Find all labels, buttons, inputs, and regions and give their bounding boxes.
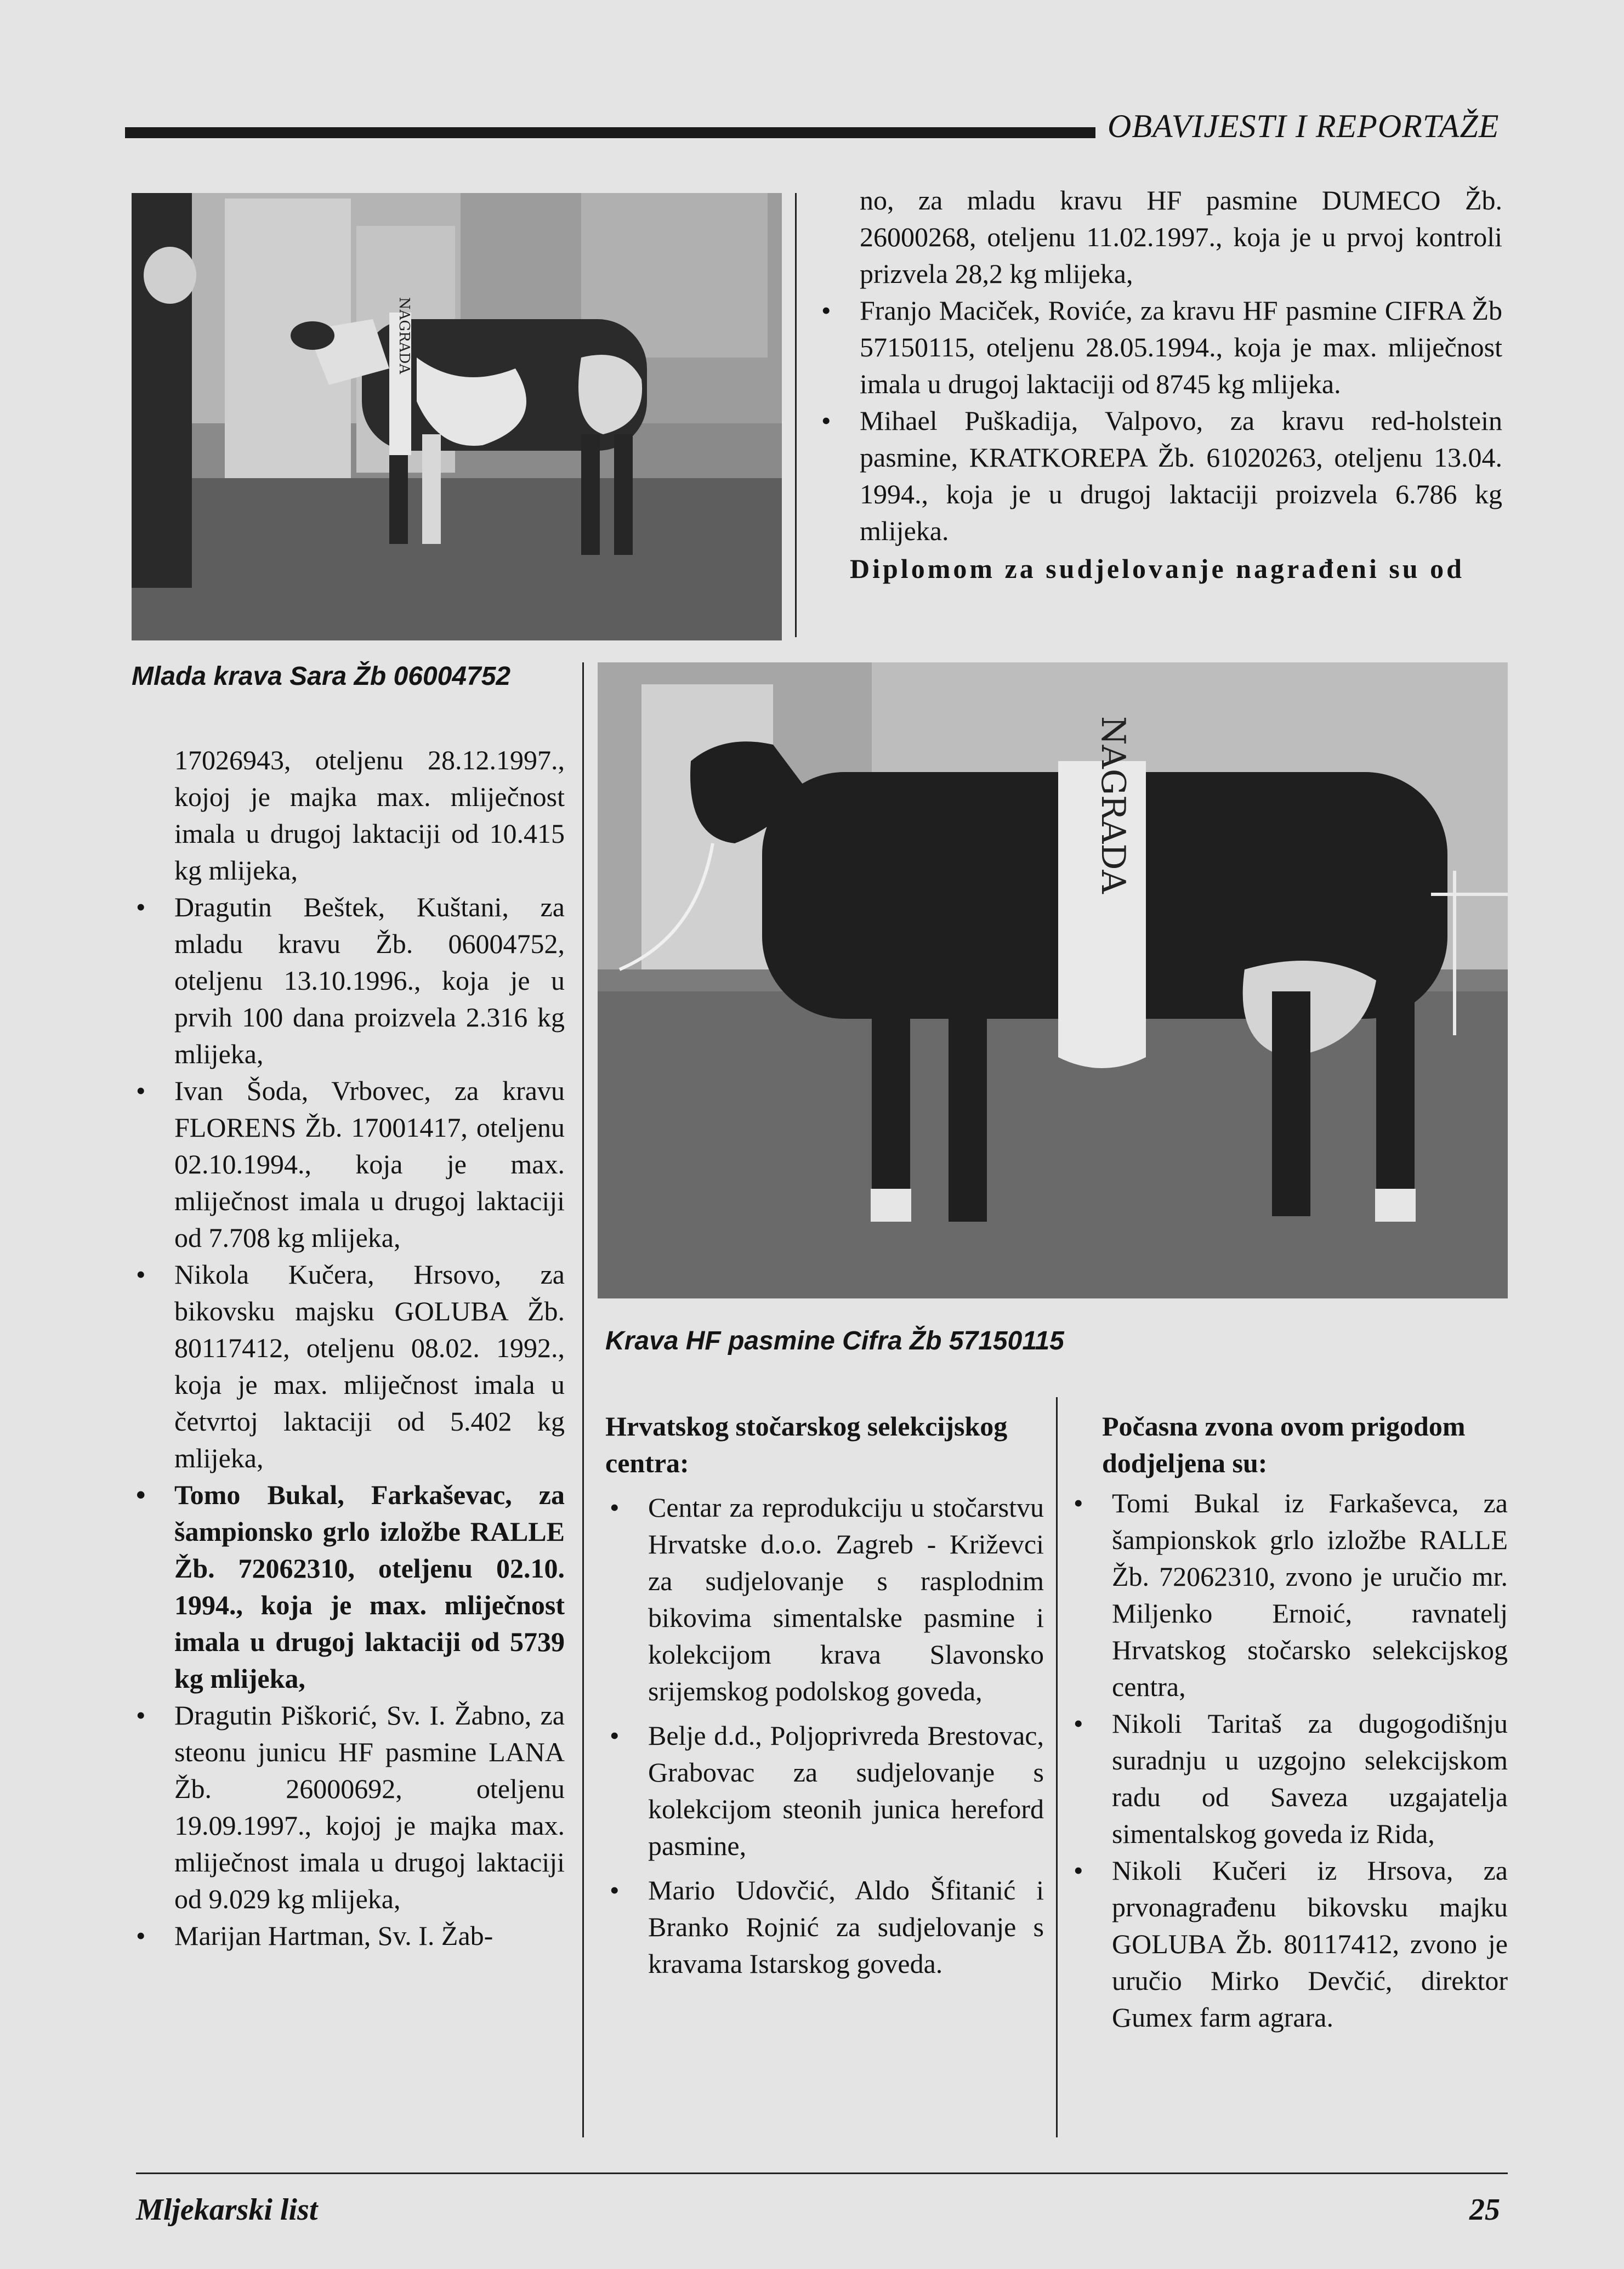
sash-text-photo2: NAGRADA — [1094, 716, 1132, 894]
list-item: • Marijan Hartman, Sv. I. Žab- — [132, 1918, 565, 1954]
column-divider-right — [1056, 1397, 1058, 2137]
column-top-right — [817, 182, 1502, 587]
list-item: • Nikola Kučera, Hrsovo, za bikovsku majsku GOLUBA Žb. 80117412, oteljenu 08.02. 1992., koja je max. mliječnost imala u četvrtoj laktaciji od 5.402 kg mlijeka, — [132, 1256, 565, 1477]
column-left — [132, 742, 565, 1954]
header-rule — [125, 127, 1095, 138]
column-right — [1069, 1408, 1508, 2036]
photo-cow-cifra — [598, 662, 1508, 1298]
footer-rule — [136, 2172, 1508, 2174]
list-item: • Nikoli Kučeri iz Hrsova, za prvonagrađenu bikovsku majku GOLUBA Žb. 80117412, zvono je uručio Mirko Devčić, direktor Gumex farm agrara. — [1069, 1852, 1508, 2036]
list-item: • Centar za reprodukciju u stočarstvu Hrvatske d.o.o. Zagreb - Križevci za sudjelovanje s rasplodnim bikovima simentalske pasmine i kolekcijom krava Slavonsko srijemskog podolskog goveda, — [605, 1489, 1044, 1710]
sash-text-photo1: NAGRADA — [396, 297, 412, 375]
list-item: • Dragutin Piškorić, Sv. I. Žabno, za steonu junicu HF pasmine LANA Žb. 26000692, oteljenu 19.09.1997., kojoj je majka max. mliječnost imala u drugoj laktaciji od 9.029 kg mlijeka, — [132, 1697, 565, 1918]
middle-column-heading: Hrvatskog stočarskog selekcijskog centra: — [605, 1411, 1008, 1478]
list-item: • Tomi Bukal iz Farkaševca, za šampionskok grlo izložbe RALLE Žb. 72062310, zvono je uručio mr. Miljenko Ernoić, ravnatelj Hrvatskog stočarsko selekcijskog centra, — [1069, 1485, 1508, 1705]
column-middle — [605, 1408, 1044, 1982]
list-item: • Mihael Puškadija, Valpovo, za kravu red-holstein pasmine, KRATKOREPA Žb. 61020263, oteljenu 13.04. 1994., koja je u drugoj laktaciji proizvela 6.786 kg mlijeka. — [817, 402, 1502, 549]
column-divider-top — [795, 193, 797, 637]
page-number: 25 — [1469, 2193, 1500, 2227]
list-item: • Ivan Šoda, Vrbovec, za kravu FLORENS Žb. 17001417, oteljenu 02.10.1994., koja je max. mliječnost imala u drugoj laktaciji od 7.708 kg mlijeka, — [132, 1073, 565, 1256]
journal-name: Mljekarski list — [136, 2193, 318, 2227]
list-item: • Belje d.d., Poljoprivreda Brestovac, Grabovac za sudjelovanje s kolekcijom steonih junica hereford pasmine, — [605, 1717, 1044, 1864]
list-item: • Nikoli Taritaš za dugogodišnju suradnju u uzgojno selekcijskom radu od Saveza uzgajatelja simentalskog goveda iz Rida, — [1069, 1705, 1508, 1852]
column-divider-left — [582, 662, 584, 2137]
right-column-heading: Počasna zvona ovom prigodom dodjeljena su: — [1102, 1411, 1466, 1478]
photo1-caption: Mlada krava Sara Žb 06004752 — [132, 662, 511, 691]
diploma-heading-line: Diplomom za sudjelovanje nagrađeni su od — [850, 553, 1464, 584]
section-title: OBAVIJESTI I REPORTAŽE — [1108, 108, 1500, 144]
list-item-bold: • Tomo Bukal, Farkaševac, za šampionsko grlo izložbe RALLE Žb. 72062310, oteljenu 02.10. 1994., koja je max. mliječnost imala u drugoj laktaciji od 5739 kg mlijeka, — [132, 1477, 565, 1697]
photo2-caption: Krava HF pasmine Cifra Žb 57150115 — [605, 1326, 1064, 1355]
continuation-paragraph: no, za mladu kravu HF pasmine DUMECO Žb. 26000268, oteljenu 11.02.1997., koja je u prvoj kontroli prizvela 28,2 kg mlijeka, — [860, 185, 1502, 289]
list-item: • Mario Udovčić, Aldo Šfitanić i Branko Rojnić za sudjelovanje s kravama Istarskog goveda. — [605, 1872, 1044, 1982]
list-item: • Dragutin Beštek, Kuštani, za mladu kravu Žb. 06004752, oteljenu 13.10.1996., koja je u prvih 100 dana proizvela 2.316 kg mlijeka, — [132, 889, 565, 1073]
continuation-paragraph: 17026943, oteljenu 28.12.1997., kojoj je majka max. mliječnost imala u drugoj laktaciji od 10.415 kg mlijeka, — [174, 745, 565, 886]
photo-young-cow-sara — [132, 193, 782, 640]
list-item: • Franjo Maciček, Roviće, za kravu HF pasmine CIFRA Žb 57150115, oteljenu 28.05.1994., koja je max. mliječnost imala u drugoj laktaciji od 8745 kg mlijeka. — [817, 292, 1502, 402]
